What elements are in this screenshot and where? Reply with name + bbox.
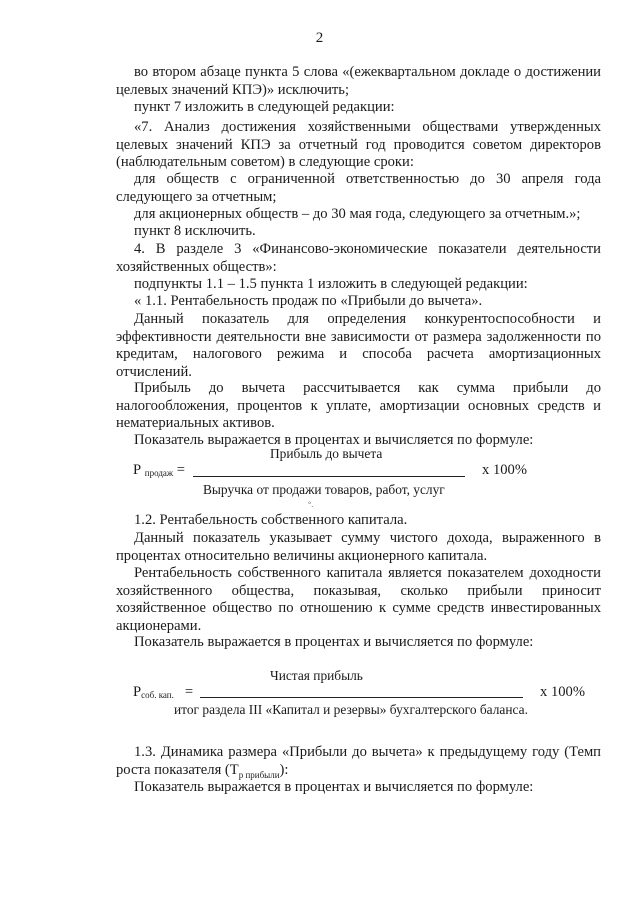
formula-denominator: итог раздела III «Капитал и резервы» бухгалтерского баланса. bbox=[174, 702, 528, 717]
paragraph: «7. Анализ достижения хозяйственными обществами утвержденных целевых значений КПЭ за отчетный год проводится советом директоров (наблюдательным советом) в следующие сроки: bbox=[116, 119, 601, 170]
paragraph: Данный показатель для определения конкурентоспособности и эффективности деятельности вне зависимости от размера задолженности по кредитам, налогового режима и способа расчета амортизационных отчислений. bbox=[116, 311, 601, 380]
subsection-heading: 1.2. Рентабельность собственного капитала. bbox=[134, 512, 408, 528]
section-heading: 4. В разделе 3 «Финансово-экономические показатели деятельности хозяйственных обществ»: bbox=[116, 241, 601, 275]
heading-text: 1.3. Динамика размера «Прибыли до вычета» к предыдущему году (Темп роста показателя (Т bbox=[116, 744, 601, 778]
formula-symbol-letter: Р bbox=[133, 462, 142, 478]
formula-equals: = bbox=[184, 684, 194, 700]
page-number: 2 bbox=[315, 30, 324, 46]
heading-text-end: ): bbox=[279, 761, 289, 778]
paragraph: Рентабельность собственного капитала является показателем доходности хозяйственного общества, показывая, сколько прибыли приносит хозяйственное общество по отношению к сумме средств инвестированных акционерами. bbox=[116, 565, 601, 634]
fraction-bar bbox=[193, 476, 465, 477]
paragraph: Данный показатель указывает сумму чистого дохода, выраженного в процентах относительно величины акционерного капитала. bbox=[116, 530, 601, 564]
paragraph: Показатель выражается в процентах и вычисляется по формуле: bbox=[134, 779, 534, 795]
paragraph: Прибыль до вычета рассчитывается как сумма прибыли до налогообложения, процентов к уплате, амортизации основных средств и нематериальных активов. bbox=[116, 380, 601, 431]
paragraph: пункт 7 изложить в следующей редакции: bbox=[134, 99, 395, 115]
paragraph: во втором абзаце пункта 5 слова «(ежеквартальном докладе о достижении целевых значений КПЭ)» исключить; bbox=[116, 64, 601, 98]
paragraph: для акционерных обществ – до 30 мая года, следующего за отчетным.»; bbox=[134, 206, 581, 222]
paragraph: для обществ с ограниченной ответственностью до 30 апреля года следующего за отчетным; bbox=[116, 171, 601, 205]
paragraph: Показатель выражается в процентах и вычисляется по формуле: bbox=[134, 432, 534, 448]
formula-symbol-letter: Р bbox=[133, 684, 142, 700]
formula-subscript: продаж bbox=[144, 468, 174, 478]
fraction-bar bbox=[200, 697, 523, 698]
formula-symbol bbox=[133, 462, 185, 482]
formula-equals: = bbox=[176, 462, 186, 478]
paragraph: пункт 8 исключить. bbox=[134, 223, 256, 239]
subsection-heading: « 1.1. Рентабельность продаж по «Прибыли до вычета». bbox=[134, 293, 483, 309]
formula-multiplier: х 100% bbox=[540, 684, 585, 700]
heading-subscript: р прибыли bbox=[238, 769, 280, 780]
formula-numerator: Чистая прибыль bbox=[270, 668, 363, 683]
scan-speck: °. bbox=[308, 500, 314, 509]
formula-multiplier: х 100% bbox=[482, 462, 527, 478]
subsection-heading bbox=[116, 744, 601, 784]
paragraph: Показатель выражается в процентах и вычисляется по формуле: bbox=[134, 634, 534, 650]
formula-numerator: Прибыль до вычета bbox=[270, 446, 383, 461]
paragraph: подпункты 1.1 – 1.5 пункта 1 изложить в следующей редакции: bbox=[134, 276, 528, 292]
formula-denominator: Выручка от продажи товаров, работ, услуг bbox=[203, 482, 445, 497]
formula-subscript: соб. кап. bbox=[141, 690, 174, 700]
